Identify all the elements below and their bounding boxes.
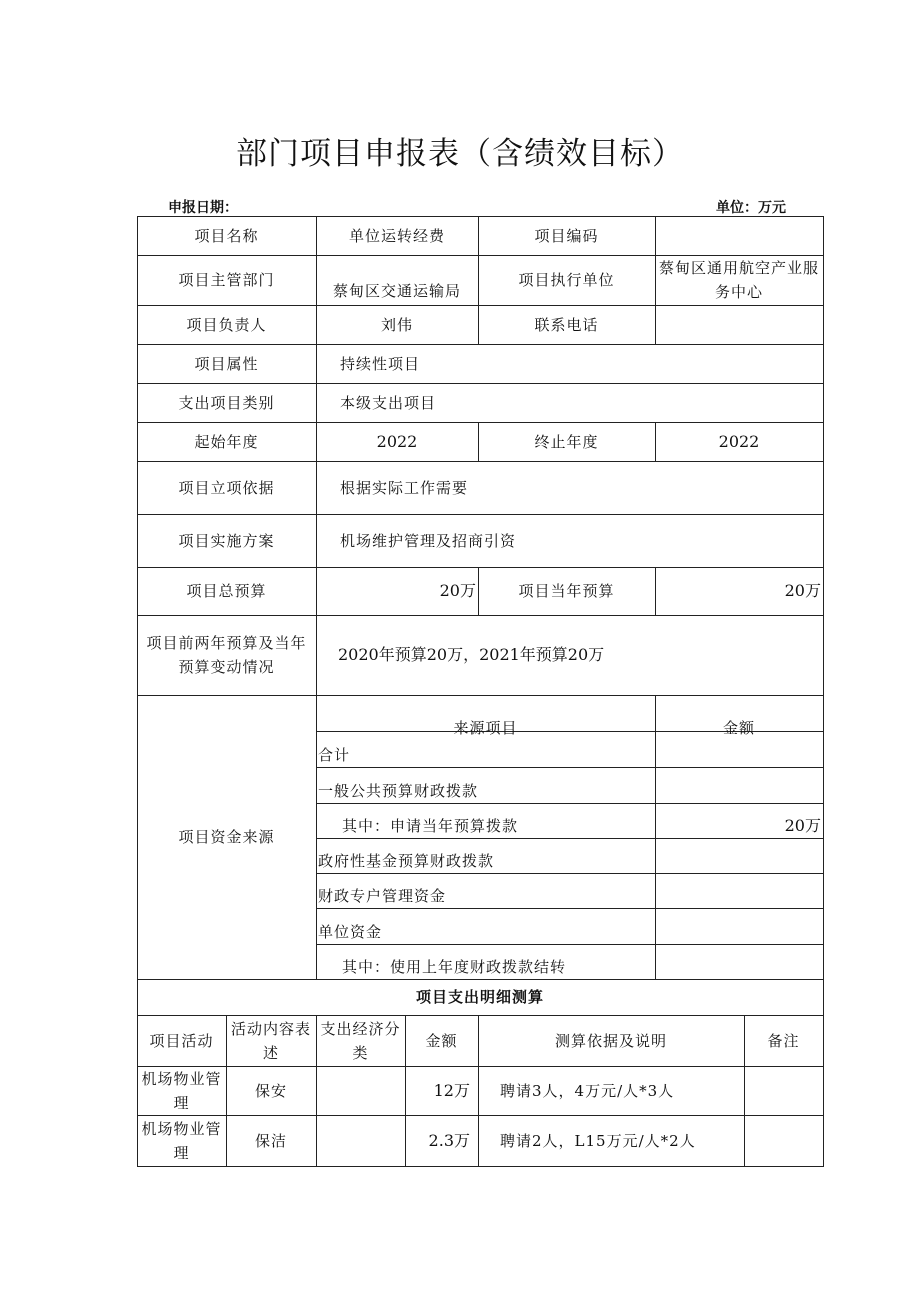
funding-source-amount bbox=[655, 908, 823, 944]
attr-label: 项目属性 bbox=[194, 354, 259, 373]
detail-basis: 聘请2人，L15万元/人*2人 bbox=[500, 1131, 696, 1150]
start-year-value: 2022 bbox=[376, 431, 418, 451]
detail-activity: 机场物业管理 bbox=[141, 1069, 222, 1112]
funding-source-label: 财政专户管理资金 bbox=[318, 887, 447, 905]
exec-unit-label: 项目执行单位 bbox=[518, 271, 615, 289]
funding-source-label: 其中：申请当年预算拨款 bbox=[342, 817, 519, 835]
detail-header: 备注 bbox=[767, 1031, 800, 1050]
funding-source-amount bbox=[655, 944, 823, 979]
detail-econ bbox=[316, 1115, 405, 1166]
exec-unit-value: 蔡甸区通用航空产业服务中心 bbox=[659, 259, 820, 301]
funding-source-label: 一般公共预算财政拨款 bbox=[318, 782, 479, 800]
dept-label: 项目主管部门 bbox=[178, 271, 275, 289]
detail-amount: 2.3万 bbox=[428, 1130, 470, 1150]
project-code-label: 项目编码 bbox=[534, 226, 599, 245]
phone-label: 联系电话 bbox=[534, 315, 599, 334]
unit-label: 单位：万元 bbox=[716, 200, 786, 216]
attr-value: 持续性项目 bbox=[340, 354, 421, 373]
plan-value: 机场维护管理及招商引资 bbox=[340, 531, 517, 550]
owner-label: 项目负责人 bbox=[186, 315, 267, 334]
year-budget-label: 项目当年预算 bbox=[518, 582, 615, 600]
funding-source-amount bbox=[655, 767, 823, 803]
prev-label: 项目前两年预算及当年预算变动情况 bbox=[146, 634, 307, 676]
owner-value: 刘伟 bbox=[380, 315, 413, 334]
basis-label: 项目立项依据 bbox=[178, 478, 275, 497]
table-border-v bbox=[823, 216, 824, 1167]
detail-header: 金额 bbox=[425, 1031, 458, 1050]
prev-value: 2020年预算20万，2021年预算20万 bbox=[338, 645, 605, 664]
start-year-label: 起始年度 bbox=[194, 432, 259, 451]
funding-source-label: 政府性基金预算财政拨款 bbox=[318, 852, 495, 870]
total-budget-label: 项目总预算 bbox=[186, 582, 267, 600]
detail-note bbox=[744, 1066, 823, 1115]
project-name-value: 单位运转经费 bbox=[348, 226, 445, 245]
report-date-label: 申报日期： bbox=[168, 200, 238, 216]
funding-source-label: 合计 bbox=[318, 746, 351, 764]
funding-source-amount: 20万 bbox=[784, 816, 821, 835]
project-name-label: 项目名称 bbox=[194, 226, 259, 245]
detail-note bbox=[744, 1115, 823, 1166]
total-budget-value: 20万 bbox=[439, 581, 476, 600]
detail-content: 保洁 bbox=[254, 1131, 287, 1150]
category-label: 支出项目类别 bbox=[178, 393, 275, 412]
detail-basis: 聘请3人，4万元/人*3人 bbox=[500, 1081, 675, 1100]
funding-source-amount bbox=[655, 838, 823, 873]
detail-header: 支出经济分类 bbox=[320, 1019, 401, 1062]
detail-activity: 机场物业管理 bbox=[141, 1119, 222, 1162]
detail-content: 保安 bbox=[254, 1081, 287, 1100]
end-year-value: 2022 bbox=[718, 431, 760, 451]
detail-title: 项目支出明细测算 bbox=[415, 988, 544, 1006]
detail-header: 测算依据及说明 bbox=[554, 1031, 667, 1050]
detail-header: 项目活动 bbox=[149, 1031, 214, 1050]
plan-label: 项目实施方案 bbox=[178, 531, 275, 550]
detail-econ bbox=[316, 1066, 405, 1115]
project-code-value bbox=[655, 216, 823, 255]
detail-amount: 12万 bbox=[433, 1080, 470, 1100]
page-title: 部门项目申报表（含绩效目标） bbox=[236, 136, 684, 172]
funding-source-label: 单位资金 bbox=[318, 923, 383, 941]
amount-header: 金额 bbox=[722, 719, 755, 737]
funding-source-label: 其中：使用上年度财政拨款结转 bbox=[342, 958, 567, 976]
category-value: 本级支出项目 bbox=[340, 393, 437, 412]
phone-value bbox=[655, 305, 823, 344]
dept-value: 蔡甸区交通运输局 bbox=[332, 282, 461, 300]
basis-value: 根据实际工作需要 bbox=[340, 478, 469, 497]
funding-label: 项目资金来源 bbox=[178, 828, 275, 846]
funding-source-amount bbox=[655, 873, 823, 908]
detail-header: 活动内容表述 bbox=[230, 1019, 311, 1062]
source-header: 来源项目 bbox=[453, 719, 518, 737]
table-border-h bbox=[137, 1166, 824, 1167]
funding-source-amount bbox=[655, 731, 823, 767]
end-year-label: 终止年度 bbox=[534, 432, 599, 451]
year-budget-value: 20万 bbox=[784, 581, 821, 600]
